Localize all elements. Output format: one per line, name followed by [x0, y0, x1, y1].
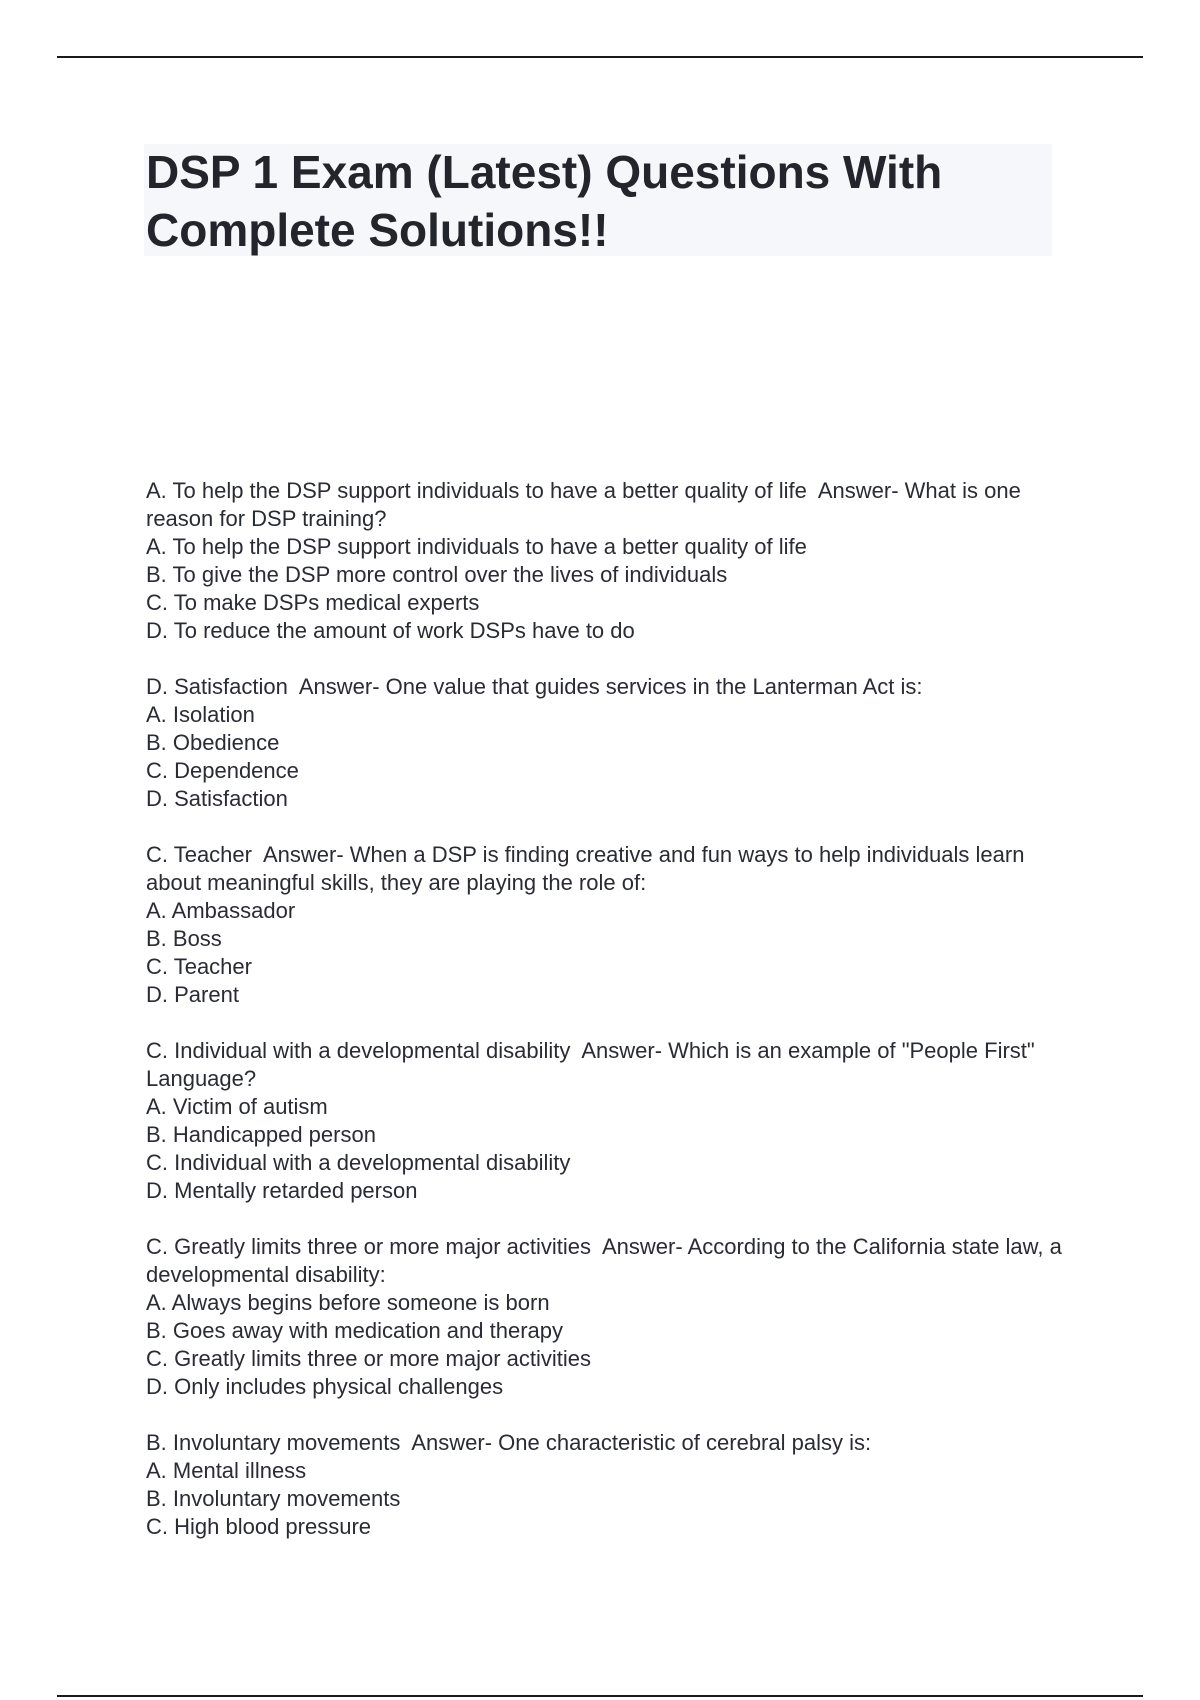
question-list: [146, 477, 1066, 1569]
qa-header: [146, 841, 1066, 897]
option-item: A. Mental illness: [146, 1458, 307, 1483]
qa-header: [146, 477, 1066, 533]
answer-text: C. Teacher: [146, 842, 252, 867]
answer-separator: Answer-: [570, 1038, 669, 1063]
option-item: C. Greatly limits three or more major activities: [146, 1346, 591, 1371]
option-item: A. To help the DSP support individuals to have a better quality of life: [146, 534, 807, 559]
qa-item: [146, 1037, 1066, 1205]
qa-item: [146, 673, 1066, 813]
qa-item: [146, 1233, 1066, 1401]
option-item: C. To make DSPs medical experts: [146, 590, 480, 615]
option-item: A. Isolation: [146, 702, 255, 727]
answer-separator: Answer-: [806, 478, 905, 503]
answer-text: A. To help the DSP support individuals to have a better quality of life: [146, 478, 807, 503]
answer-text: B. Involuntary movements: [146, 1430, 401, 1455]
qa-item: [146, 841, 1066, 1009]
option-item: B. Obedience: [146, 730, 280, 755]
qa-item: [146, 1429, 1066, 1541]
answer-separator: Answer-: [591, 1234, 688, 1259]
option-item: C. High blood pressure: [146, 1514, 372, 1539]
option-item: A. Ambassador: [146, 898, 296, 923]
answer-text: C. Greatly limits three or more major activities: [146, 1234, 591, 1259]
qa-header: [146, 1037, 1066, 1093]
option-item: D. To reduce the amount of work DSPs have to do: [146, 618, 635, 643]
top-divider: [57, 56, 1143, 58]
qa-header: [146, 1233, 1066, 1289]
question-text: According to the California state law, a developmental disability:: [146, 1234, 1068, 1287]
option-item: C. Teacher: [146, 954, 252, 979]
question-text: What is one reason for DSP training?: [146, 478, 1027, 531]
option-item: B. Goes away with medication and therapy: [146, 1318, 564, 1343]
answer-separator: Answer-: [251, 842, 350, 867]
question-text: When a DSP is finding creative and fun ways to help individuals learn about meaningful skills, they are playing the role of:: [146, 842, 1031, 895]
option-item: B. Handicapped person: [146, 1122, 376, 1147]
option-item: B. Involuntary movements: [146, 1486, 401, 1511]
answer-separator: Answer-: [400, 1430, 499, 1455]
answer-separator: Answer-: [287, 674, 386, 699]
question-text: One characteristic of cerebral palsy is:: [498, 1430, 872, 1455]
option-item: B. To give the DSP more control over the lives of individuals: [146, 562, 728, 587]
answer-text: C. Individual with a developmental disability: [146, 1038, 571, 1063]
option-item: B. Boss: [146, 926, 222, 951]
bottom-divider: [57, 1695, 1143, 1697]
question-text: Which is an example of "People First" Language?: [146, 1038, 1041, 1091]
option-item: D. Satisfaction: [146, 786, 288, 811]
question-text: One value that guides services in the Lanterman Act is:: [385, 674, 923, 699]
option-item: C. Individual with a developmental disability: [146, 1150, 571, 1175]
qa-item: [146, 477, 1066, 645]
page-title: DSP 1 Exam (Latest) Questions With Complete Solutions!!: [146, 146, 943, 256]
qa-header: [146, 1429, 1066, 1457]
option-item: A. Victim of autism: [146, 1094, 328, 1119]
option-item: C. Dependence: [146, 758, 299, 783]
option-item: D. Only includes physical challenges: [146, 1374, 504, 1399]
option-item: A. Always begins before someone is born: [146, 1290, 550, 1315]
option-item: D. Parent: [146, 982, 239, 1007]
qa-header: [146, 673, 1066, 701]
option-item: D. Mentally retarded person: [146, 1178, 418, 1203]
answer-text: D. Satisfaction: [146, 674, 288, 699]
